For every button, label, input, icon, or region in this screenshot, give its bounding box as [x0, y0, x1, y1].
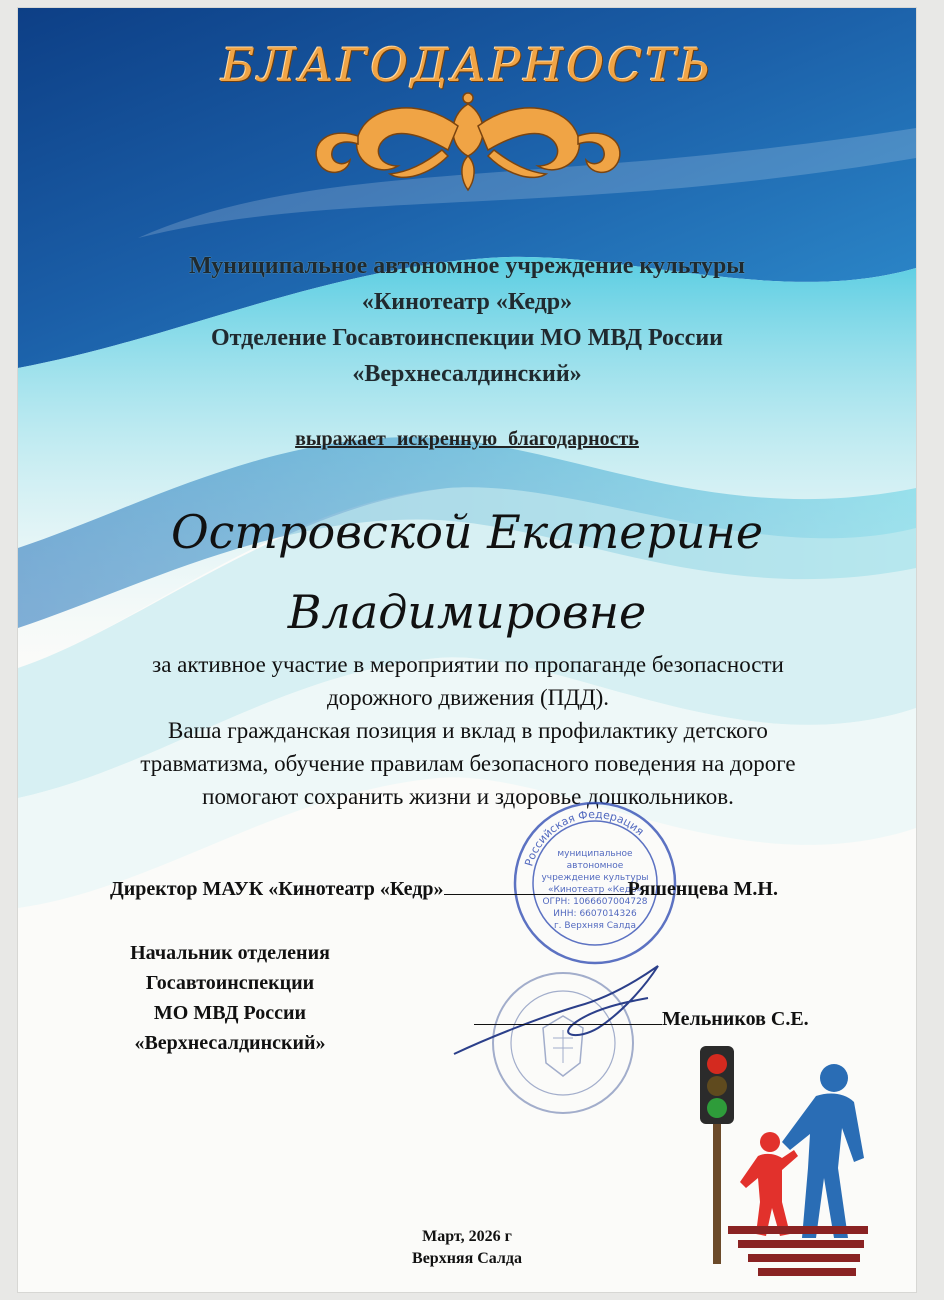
chief-title-line: Начальник отделения	[130, 942, 330, 964]
chief-title-line: «Верхнесалдинский»	[134, 1032, 326, 1054]
stamp-line: «Кинотеатр «Кедр»	[547, 885, 643, 895]
expresses-gratitude-line: выражает искренную благодарность	[295, 428, 639, 450]
issue-date: Март, 2026 г	[422, 1228, 512, 1245]
issue-city: Верхняя Салда	[412, 1250, 522, 1267]
body-line: травматизма, обучение правилам безопасного поведения на дороге	[140, 751, 796, 776]
gratitude-body	[78, 648, 858, 813]
organization-line: «Кинотеатр «Кедр»	[361, 289, 573, 315]
organization-line: Муниципальное автономное учреждение культуры	[188, 253, 746, 279]
body-line: дорожного движения (ПДД).	[326, 685, 610, 710]
chief-title-block	[110, 938, 350, 1058]
footer-block	[18, 1226, 916, 1270]
ornament-flourish-icon	[298, 86, 638, 198]
chief-title-line: Госавтоинспекции	[145, 972, 315, 994]
director-title: Директор МАУК «Кинотеатр «Кедр»	[110, 878, 444, 900]
certificate-page	[18, 8, 916, 1292]
body-line: помогают сохранить жизни и здоровье дошкольников.	[202, 784, 734, 809]
recipient-name	[18, 492, 916, 652]
recipient-line: Владимировне	[287, 585, 647, 639]
stamp-line: г. Верхняя Салда	[553, 921, 637, 931]
recipient-line: Островской Екатерине	[170, 505, 764, 559]
stamp-line: ИНН: 6607014326	[553, 909, 637, 919]
signature-line	[444, 882, 628, 895]
stamp-outer-text: Российская Федерация	[522, 807, 647, 868]
certificate-heading: БЛАГОДАРНОСТЬ	[220, 38, 714, 92]
body-line: за активное участие в мероприятии по пропаганде безопасности	[152, 652, 784, 677]
body-line: Ваша гражданская позиция и вклад в профилактику детского	[168, 718, 768, 743]
director-signature-row	[110, 878, 778, 901]
organization-line: Отделение Госавтоинспекции МО МВД России	[210, 325, 723, 351]
stamp-line: муниципальное	[557, 849, 633, 859]
organization-block	[18, 248, 916, 392]
chief-title-line: МО МВД России	[153, 1002, 307, 1024]
stamp-line: автономное	[566, 861, 624, 871]
chief-name: Мельников С.Е.	[662, 1008, 809, 1030]
stamp-line: ОГРН: 1066607004728	[542, 897, 648, 907]
director-name: Ряшенцева М.Н.	[627, 878, 778, 900]
stamp-line: учреждение культуры	[541, 873, 649, 883]
organization-line: «Верхнесалдинский»	[352, 361, 582, 387]
signature-line	[474, 1012, 662, 1025]
chief-signature-row	[474, 1008, 809, 1031]
